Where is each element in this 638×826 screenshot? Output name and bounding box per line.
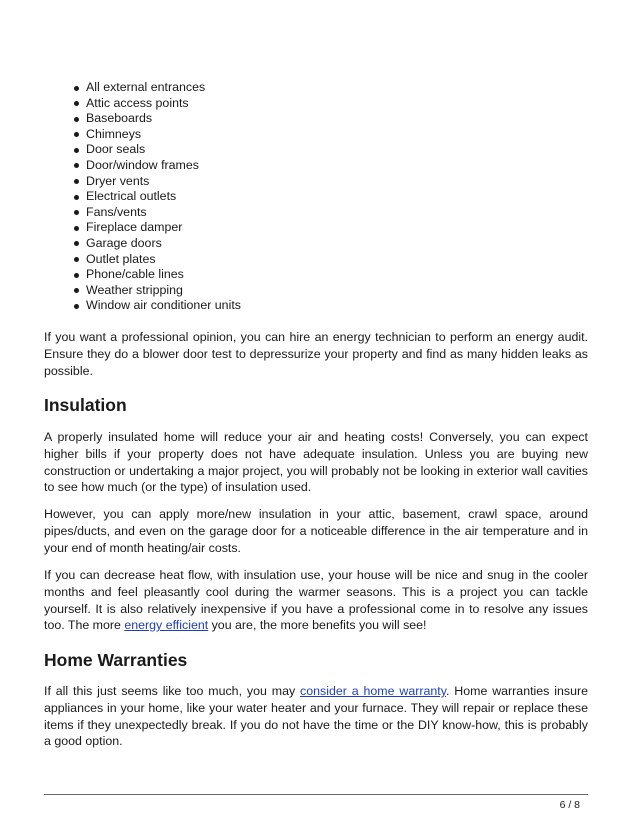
- list-item: Attic access points: [86, 96, 241, 112]
- paragraph-line: If you can decrease heat flow, with insulation use, your house will be nice and snug in the cooler: [44, 568, 588, 582]
- paragraph-line: higher bills if your property does not have adequate insulation. Unless you are buying new: [44, 446, 588, 461]
- list-item: All external entrances: [86, 80, 241, 96]
- insulation-paragraph-3: [44, 567, 588, 634]
- page-number: 6 / 8: [559, 799, 580, 811]
- list-item: Dryer vents: [86, 174, 241, 190]
- insulation-heading: Insulation: [44, 395, 127, 415]
- leak-locations-list: [86, 80, 241, 314]
- list-item: Window air conditioner units: [86, 298, 241, 313]
- paragraph-line: months and feel pleasantly cool during the warmer seasons. This is a project you can tackle: [44, 584, 588, 599]
- paragraph-line: possible.: [44, 363, 93, 378]
- paragraph-line: However, you can apply more/new insulation in your attic, basement, crawl space, around: [44, 507, 588, 521]
- list-item: Chimneys: [86, 127, 241, 143]
- home-warranties-paragraph: [44, 683, 588, 750]
- footer-divider: [44, 794, 588, 795]
- list-item: Door seals: [86, 142, 241, 158]
- paragraph-line: Ensure they do a blower door test to depressurize your property and find as many hidden leaks as: [44, 346, 588, 361]
- paragraph-line: construction or undertaking a major project, you will probably not be looking in exterior wall cavities: [44, 463, 588, 478]
- list-item: Electrical outlets: [86, 189, 241, 205]
- paragraph-line: A properly insulated home will reduce your air and heating costs! Conversely, you can expect: [44, 430, 588, 444]
- paragraph-line: [44, 617, 588, 634]
- paragraph-line: appliances in your home, like your water heater and your furnace. They will repair or replace these: [44, 700, 588, 715]
- insulation-paragraph-2: [44, 506, 588, 556]
- energy-audit-paragraph: [44, 329, 588, 379]
- home-warranties-heading: Home Warranties: [44, 650, 188, 670]
- paragraph-line: [44, 683, 588, 700]
- paragraph-line: yourself. It is also relatively inexpensive if you have a professional come in to resolve any issues: [44, 601, 588, 616]
- paragraph-line: If you want a professional opinion, you can hire an energy technician to perform an energy audit.: [44, 330, 588, 344]
- list-item: Phone/cable lines: [86, 267, 241, 283]
- text-segment: . Home warranties insure: [445, 684, 588, 698]
- paragraph-line: pipes/ducts, and even on the garage door for a noticeable difference in the air temperature and in: [44, 523, 588, 538]
- list-item: Outlet plates: [86, 252, 241, 268]
- paragraph-line: items if they unexpectedly break. If you do not have the time or the DIY know-how, this is probably: [44, 717, 588, 732]
- text-segment: you are, the more benefits you will see!: [208, 618, 427, 633]
- list-item: Fireplace damper: [86, 220, 241, 236]
- paragraph-line: your end of month heating/air costs.: [44, 540, 241, 555]
- list-item: Garage doors: [86, 236, 241, 252]
- text-segment: too. The more: [44, 618, 125, 633]
- list-item: Fans/vents: [86, 205, 241, 221]
- text-segment: If all this just seems like too much, you may: [44, 684, 301, 698]
- list-item: Baseboards: [86, 111, 241, 127]
- paragraph-line: a good option.: [44, 734, 123, 749]
- paragraph-line: to see how much (or the type) of insulation used.: [44, 480, 312, 495]
- consider-home-warranty-link[interactable]: consider a home warranty: [300, 684, 446, 698]
- list-item: Weather stripping: [86, 283, 241, 299]
- insulation-paragraph-1: [44, 429, 588, 496]
- list-item: Door/window frames: [86, 158, 241, 174]
- energy-efficient-link[interactable]: energy efficient: [124, 618, 209, 633]
